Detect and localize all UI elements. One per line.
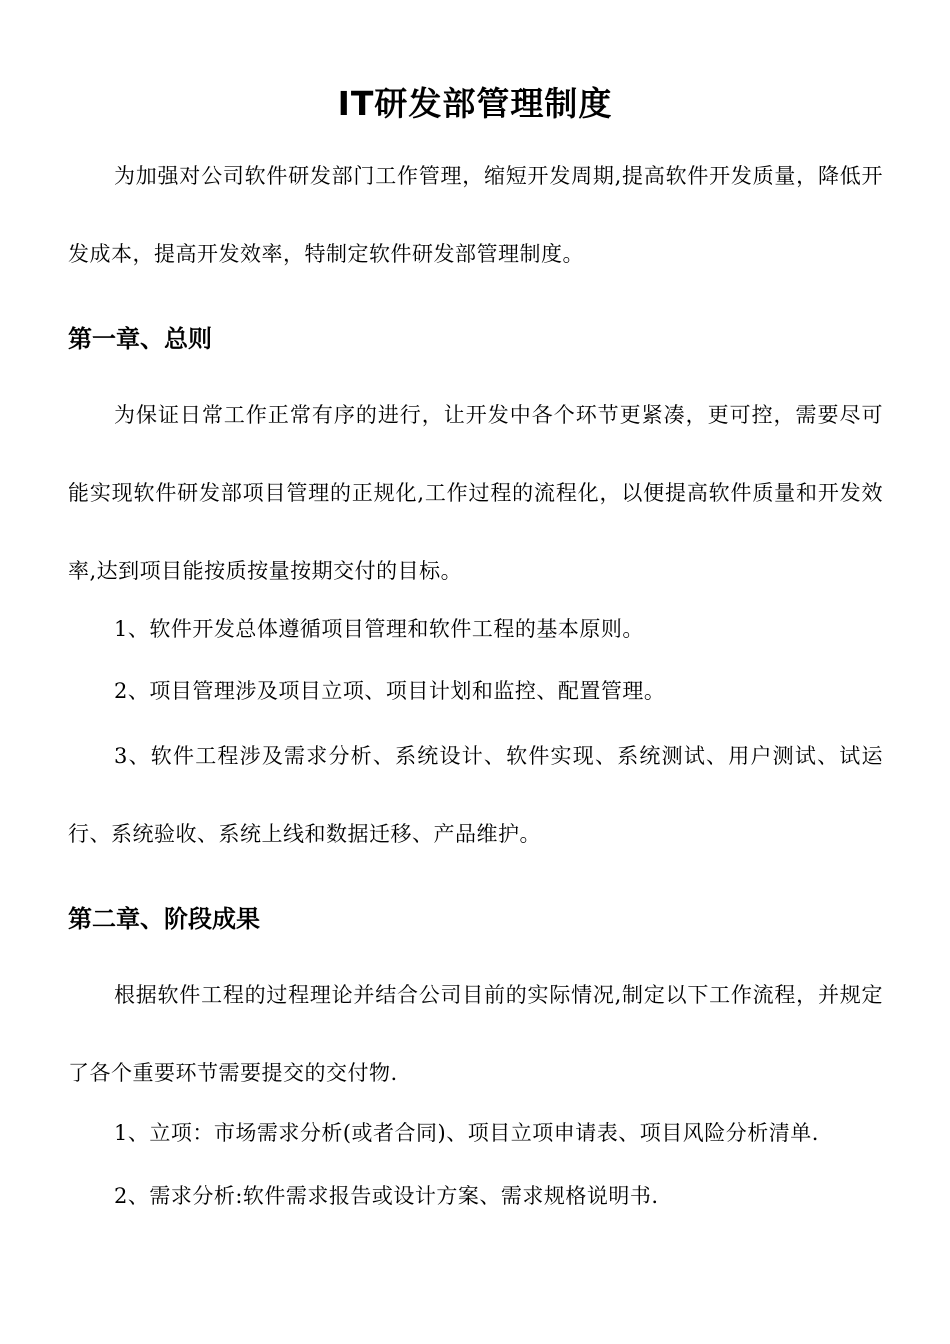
chapter-1-item-1: 1、软件开发总体遵循项目管理和软件工程的基本原则。 [114, 617, 644, 641]
chapter-1-item-2: 2、项目管理涉及项目立项、项目计划和监控、配置管理。 [114, 679, 666, 703]
document-title: IT研发部管理制度 [337, 84, 613, 123]
intro-paragraph: 为加强对公司软件研发部门工作管理，缩短开发周期,提高软件开发质量，降低开发成本，提高开发效率，特制定软件研发部管理制度。 [68, 164, 883, 266]
chapter-1-heading: 第一章、总则 [68, 325, 212, 353]
chapter-2-heading: 第二章、阶段成果 [68, 905, 260, 933]
chapter-1-item-3: 3、软件工程涉及需求分析、系统设计、软件实现、系统测试、用户测试、试运行、系统验收、系统上线和数据迁移、产品维护。 [68, 744, 883, 846]
chapter-2-item-1: 1、立项：市场需求分析(或者合同)、项目立项申请表、项目风险分析清单. [114, 1121, 819, 1145]
chapter-2-item-2: 2、需求分析:软件需求报告或设计方案、需求规格说明书. [114, 1184, 659, 1208]
chapter-1-body: 为保证日常工作正常有序的进行，让开发中各个环节更紧凑，更可控，需要尽可能实现软件研发部项目管理的正规化,工作过程的流程化，以便提高软件质量和开发效率,达到项目能按质按量按期交付的目标。 [68, 403, 883, 583]
chapter-2-body: 根据软件工程的过程理论并结合公司目前的实际情况,制定以下工作流程，并规定了各个重要环节需要提交的交付物. [68, 983, 883, 1085]
